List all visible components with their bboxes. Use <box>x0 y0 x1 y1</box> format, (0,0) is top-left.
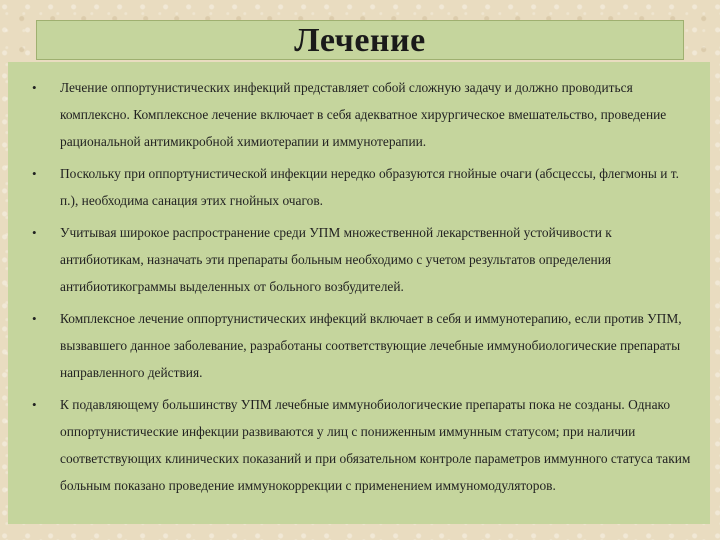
bullet-text: Комплексное лечение оппортунистических инфекций включает в себя и иммунотерапию, если против УПМ, вызвавшего данное заболевание, разработаны соответствующие лечебные иммунобиологические препараты направленного действия. <box>60 311 682 380</box>
content-panel <box>8 62 710 524</box>
bullet-item <box>28 74 692 155</box>
slide-title: Лечение <box>294 22 426 59</box>
bullet-text: Лечение оппортунистических инфекций представляет собой сложную задачу и должно проводиться комплексно. Комплексное лечение включает в себя адекватное хирургическое вмешательство, проведение рациональной антимикробной химиотерапии и иммунотерапии. <box>60 80 667 149</box>
bullet-text: Учитывая широкое распространение среди УПМ множественной лекарственной устойчивости к антибиотикам, назначать эти препараты больным необходимо с учетом результатов определения антибиотикограммы выделенных от больного возбудителей. <box>60 225 612 294</box>
bullet-item <box>28 391 692 499</box>
bullet-marker: • <box>32 80 37 95</box>
bullet-marker: • <box>32 397 37 412</box>
bullet-text: К подавляющему большинству УПМ лечебные иммунобиологические препараты пока не созданы. Однако оппортунистические инфекции развиваются у лиц с пониженным иммунным статусом; при наличии соответствующих клинических показаний и при обязательном контроле параметров иммунного статуса таким больным показано проведение иммунокоррекции с применением иммуномодуляторов. <box>60 397 691 493</box>
bullet-marker: • <box>32 311 37 326</box>
bullet-item <box>28 305 692 386</box>
bullet-marker: • <box>32 166 37 181</box>
bullet-item <box>28 219 692 300</box>
bullet-item <box>28 160 692 214</box>
title-bar <box>36 20 684 60</box>
bullet-text: Поскольку при оппортунистической инфекции нередко образуются гнойные очаги (абсцессы, флегмоны и т. п.), необходима санация этих гнойных очагов. <box>60 166 679 208</box>
bullet-marker: • <box>32 225 37 240</box>
